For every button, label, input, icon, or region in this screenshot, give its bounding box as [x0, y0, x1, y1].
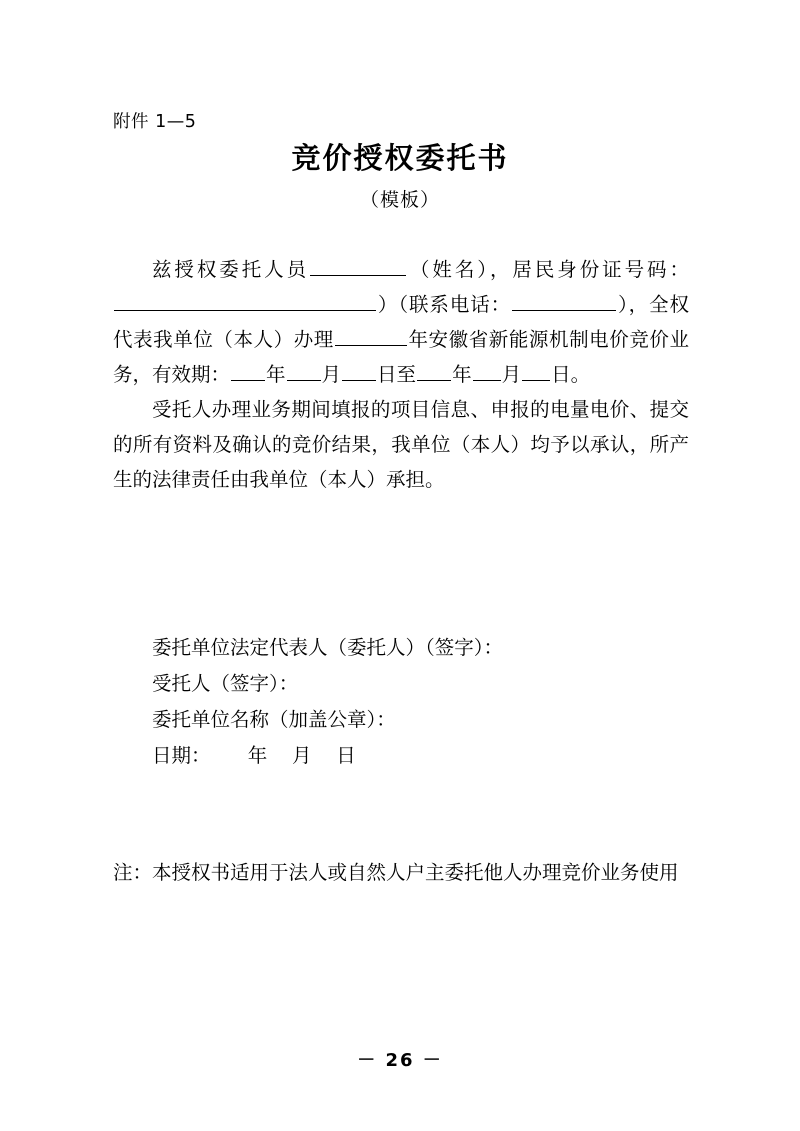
- blank-valid-to-day: [522, 360, 550, 381]
- para1-seg10: 月: [501, 363, 522, 386]
- para1-seg4: ），全权代表我单位（本人）办理: [113, 293, 689, 351]
- signature-line-trustee: 受托人（签字）：: [152, 672, 299, 695]
- signature-line-date: 日期： 年 月 日: [152, 744, 356, 767]
- blank-year-field: [335, 325, 407, 346]
- para1-seg7: 月: [321, 363, 342, 386]
- para1-seg8: 日至: [377, 363, 417, 386]
- blank-name-field: [310, 255, 406, 276]
- document-body: [113, 252, 689, 497]
- page-title: 竞价授权委托书: [291, 141, 509, 175]
- para1-seg1: 兹授权委托人员: [152, 258, 310, 281]
- attachment-label: 附件 1—5: [113, 112, 197, 132]
- para1-seg5: 年安徽省新能源机制电价竞价业务，有效期：: [113, 328, 689, 386]
- para1-seg11: 日。: [551, 363, 591, 386]
- blank-valid-to-month: [473, 360, 501, 381]
- signature-line-company: 委托单位名称（加盖公章）：: [152, 708, 396, 731]
- paragraph-acknowledgement: 受托人办理业务期间填报的项目信息、申报的电量电价、提交的所有资料及确认的竞价结果，我单位（本人）均予以承认，所产生的法律责任由我单位（本人）承担。: [113, 398, 689, 491]
- page-number: － 26 －: [357, 1050, 443, 1071]
- document-note: 注：本授权书适用于法人或自然人户主委托他人办理竞价业务使用: [113, 861, 679, 884]
- blank-valid-from-month: [287, 360, 321, 381]
- para1-seg3: ）（联系电话：: [377, 293, 512, 316]
- para1-seg2: （姓名），居民身份证号码：: [407, 258, 689, 281]
- blank-valid-from-day: [342, 360, 376, 381]
- para1-seg9: 年: [452, 363, 472, 386]
- blank-phone-field: [512, 290, 616, 311]
- para1-seg6: 年: [266, 363, 286, 386]
- blank-valid-from-year: [231, 360, 265, 381]
- signature-block: [113, 630, 689, 774]
- blank-id-field: [114, 290, 376, 311]
- document-subtitle: （模板）: [359, 189, 440, 211]
- blank-valid-to-year: [417, 360, 451, 381]
- paragraph-authorization: [113, 252, 689, 392]
- signature-line-legal-rep: 委托单位法定代表人（委托人）（签字）：: [152, 636, 504, 659]
